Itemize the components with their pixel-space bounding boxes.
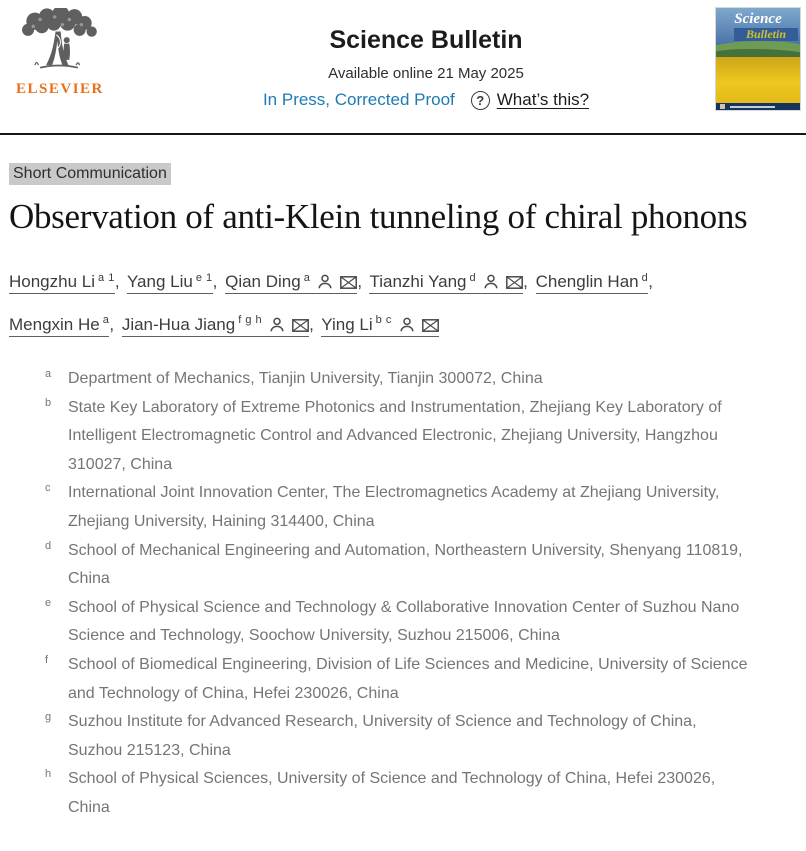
author-name: Mengxin He: [9, 315, 100, 335]
person-icon[interactable]: [400, 317, 414, 332]
affiliation-label: e: [45, 596, 52, 609]
affiliation-item: [45, 394, 796, 480]
elsevier-logo-text: ELSEVIER: [16, 81, 104, 97]
author-separator: ,: [109, 315, 115, 335]
affiliation-item: [45, 708, 796, 765]
affiliation-text: Suzhou Institute for Advanced Research, University of Science and Technology of China, Suzhou 215123, China: [68, 713, 697, 759]
affiliation-text: School of Mechanical Engineering and Automation, Northeastern University, Shenyang 110819, China: [68, 541, 743, 588]
affiliation-label: a: [45, 368, 52, 381]
affiliation-text: School of Physical Sciences, University of Science and Technology of China, Hefei 230026, China: [68, 770, 716, 817]
author-name: Hongzhu Li: [9, 272, 96, 292]
author-separator: ,: [523, 272, 528, 292]
author-item: [122, 315, 317, 334]
author-link[interactable]: [127, 272, 213, 294]
author-link[interactable]: [225, 272, 357, 294]
affiliation-item: [45, 365, 796, 394]
email-icon[interactable]: [422, 319, 439, 332]
email-icon[interactable]: [340, 276, 357, 289]
author-superscript: d: [469, 271, 477, 284]
whats-this-link[interactable]: What’s this?: [496, 90, 590, 109]
person-icon[interactable]: [318, 274, 332, 289]
in-press-link[interactable]: In Press, Corrected Proof: [262, 90, 455, 109]
affiliation-text: State Key Laboratory of Extreme Photonics and Instrumentation, Zhejiang Key Laboratory of Intelligent Electromagnetic Control and Advanced Electronic, Zhejiang University, Hangzhou 310027, China: [68, 398, 722, 473]
author-superscript: f g h: [238, 314, 263, 327]
journal-header: [0, 0, 806, 133]
author-separator: ,: [648, 272, 653, 292]
affiliation-text: International Joint Innovation Center, The Electromagnetics Academy at Zhejiang University, Zhejiang University, Haining 314400, China: [68, 484, 720, 531]
cover-banner-logo: [720, 104, 725, 109]
author-link[interactable]: [9, 272, 115, 294]
author-name: Yang Liu: [126, 272, 193, 292]
author-link[interactable]: [536, 272, 649, 294]
author-name: Tianzhi Yang: [369, 272, 467, 292]
author-separator: ,: [309, 315, 314, 335]
author-separator: ,: [114, 272, 120, 292]
affiliation-item: [45, 651, 796, 708]
author-name: Qian Ding: [225, 272, 301, 292]
author-item: [9, 272, 123, 291]
person-icon[interactable]: [484, 274, 498, 289]
affiliation-list: [45, 365, 796, 823]
author-item: [9, 315, 117, 334]
affiliation-label: f: [45, 654, 49, 667]
author-name: Chenglin Han: [535, 272, 639, 292]
affiliation-label: c: [45, 482, 51, 495]
author-separator: ,: [357, 272, 363, 292]
author-superscript: a: [303, 271, 311, 284]
article-type-label: Short Communication: [9, 163, 171, 185]
author-list: [9, 259, 735, 344]
author-link[interactable]: [369, 272, 523, 294]
elsevier-tree-icon: [16, 8, 102, 74]
author-item: [321, 315, 439, 337]
author-item: [369, 272, 530, 291]
affiliation-item: [45, 479, 796, 536]
author-link[interactable]: [321, 315, 439, 337]
cover-title-bulletin: Bulletin: [734, 28, 798, 41]
author-item: [225, 272, 365, 291]
elsevier-logo[interactable]: [16, 8, 136, 98]
journal-info: [136, 8, 716, 110]
author-name: Ying Li: [321, 315, 373, 335]
affiliation-item: [45, 537, 796, 594]
cover-banner-text: [730, 106, 775, 108]
author-link[interactable]: [9, 315, 109, 337]
author-superscript: b c: [375, 314, 392, 327]
affiliation-text: Department of Mechanics, Tianjin University, Tianjin 300072, China: [68, 370, 543, 388]
article-head: [0, 135, 806, 823]
affiliation-label: g: [45, 711, 52, 724]
author-item: [536, 272, 656, 291]
person-icon[interactable]: [270, 317, 284, 332]
author-separator: ,: [212, 272, 218, 292]
email-icon[interactable]: [506, 276, 523, 289]
affiliation-label: h: [45, 768, 52, 781]
email-icon[interactable]: [292, 319, 309, 332]
author-link[interactable]: [122, 315, 309, 337]
affiliation-text: School of Biomedical Engineering, Division of Life Sciences and Medicine, University of Science and Technology of China, Hefei 230026, China: [68, 656, 748, 702]
author-superscript: e 1: [195, 271, 213, 284]
help-icon[interactable]: ?: [471, 91, 490, 110]
cover-bottom-banner: [716, 103, 800, 110]
affiliation-label: d: [45, 539, 52, 552]
publication-status-row: [136, 90, 716, 110]
author-name: Jian-Hua Jiang: [121, 315, 236, 335]
author-item: [127, 272, 220, 291]
affiliation-text: School of Physical Science and Technology & Collaborative Innovation Center of Suzhou Nano Science and Technology, Soochow University, Suzhou 215006, China: [68, 598, 740, 645]
journal-title[interactable]: Science Bulletin: [329, 26, 523, 54]
affiliation-label: b: [45, 396, 52, 409]
author-superscript: a: [102, 314, 110, 327]
author-superscript: d: [641, 271, 649, 284]
author-superscript: a 1: [98, 271, 115, 284]
cover-wheat-field: [716, 57, 800, 103]
available-online-date: Available online 21 May 2025: [328, 65, 524, 82]
journal-cover-thumbnail[interactable]: [716, 8, 800, 110]
affiliation-item: [45, 594, 796, 651]
affiliation-item: [45, 765, 796, 822]
article-title: Observation of anti-Klein tunneling of chiral phonons: [9, 197, 748, 236]
cover-title-science: Science: [734, 11, 782, 27]
